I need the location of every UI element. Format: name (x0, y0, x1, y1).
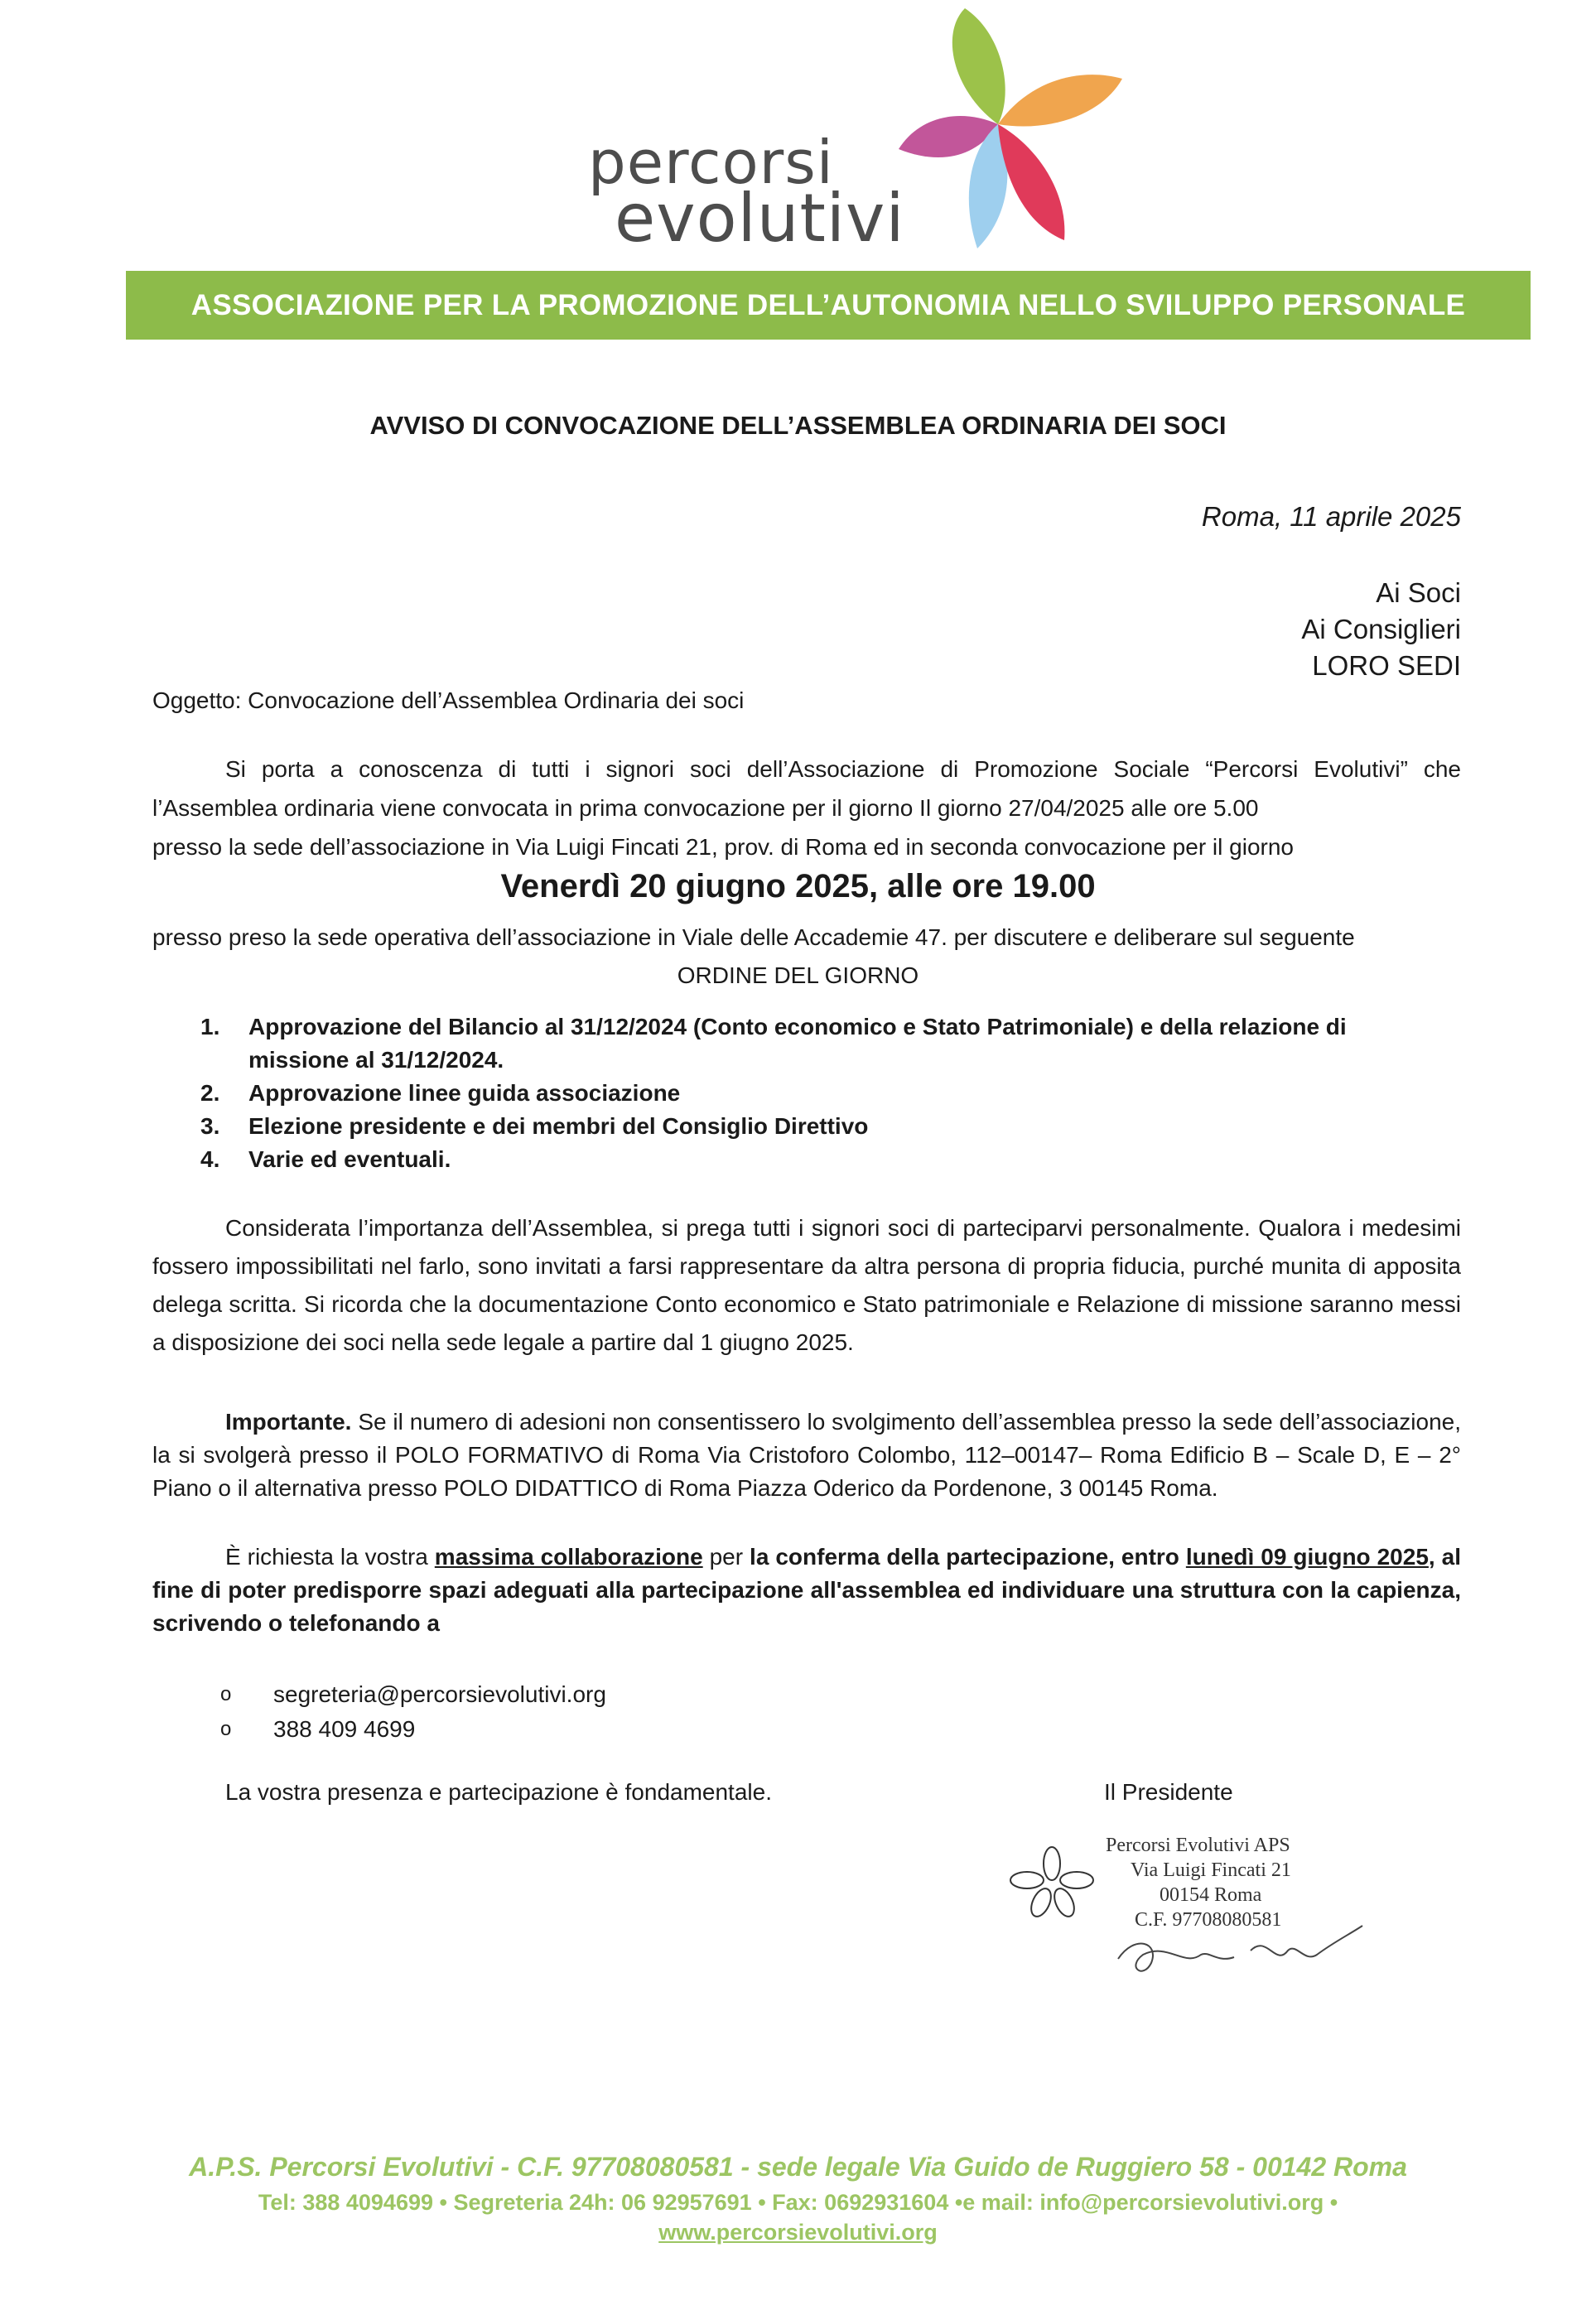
logo-text-line2: evolutivi (615, 180, 905, 257)
bullet-icon: o (220, 1683, 232, 1705)
agenda-item-text: Varie ed eventuali. (248, 1146, 451, 1172)
footer-contacts: Tel: 388 4094699 • Segreteria 24h: 06 92957691 • Fax: 0692931604 •e mail: info@percorsievolutivi.org • (258, 2190, 1338, 2215)
agenda-item-number: 1. (200, 1014, 220, 1039)
contact-list (220, 1677, 606, 1747)
attendance-paragraph: Considerata l’importanza dell’Assemblea, si prega tutti i signori soci di parteciparvi personalmente. Qualora i medesimi fossero impossibilitati nel farlo, sono invitati a farsi rappresentare da altra persona di propria fiducia, purché munita di apposita delega scritta. Si ricorda che la documentazione Conto economico e Stato patrimoniale e Relazione di missione saranno messi a disposizione dei soci nella sede legale a partire dal 1 giugno 2025. (152, 1215, 1461, 1355)
recipients (1301, 575, 1461, 684)
important-label: Importante. (225, 1409, 352, 1435)
logo-text-line1: percorsi (588, 128, 834, 197)
contact-phone[interactable]: 388 409 4699 (273, 1716, 416, 1742)
logo (580, 0, 1044, 257)
request-emphasis: la conferma della partecipazione, entro (750, 1544, 1186, 1570)
stamp-flower-icon (1006, 1843, 1097, 1917)
request-deadline: lunedì 09 giugno 2025 (1185, 1544, 1429, 1570)
contact-email[interactable]: segreteria@percorsievolutivi.org (273, 1681, 606, 1707)
flower-logo-icon (861, 0, 1135, 257)
stamp-line: Percorsi Evolutivi APS (1106, 1835, 1290, 1856)
agenda-item (152, 1110, 1395, 1143)
intro-line: presso la sede dell’associazione in Via Luigi Fincati 21, prov. di Roma ed in seconda convocazione per il giorno (152, 834, 1294, 860)
agenda-item (152, 1143, 1395, 1176)
agenda-item-number: 2. (200, 1080, 220, 1106)
agenda-item (152, 1010, 1395, 1077)
agenda-item-text: Elezione presidente e dei membri del Consiglio Direttivo (248, 1113, 869, 1139)
agenda-list (152, 1010, 1395, 1176)
header-banner: ASSOCIAZIONE PER LA PROMOZIONE DELL’AUTONOMIA NELLO SVILUPPO PERSONALE (126, 271, 1531, 340)
agenda-item (152, 1077, 1395, 1110)
request-text: È richiesta la vostra (225, 1544, 435, 1570)
contact-item (220, 1712, 606, 1747)
signature-title: Il Presidente (1104, 1779, 1233, 1805)
important-paragraph (152, 1406, 1461, 1505)
recipient-line: Ai Consiglieri (1301, 614, 1461, 644)
agenda-item-number: 4. (200, 1146, 220, 1172)
recipient-line: LORO SEDI (1312, 650, 1461, 681)
request-emphasis: massima collaborazione (434, 1544, 703, 1570)
contact-item (220, 1677, 606, 1712)
closing-line: La vostra presenza e partecipazione è fondamentale. (225, 1779, 772, 1805)
signature-icon (1110, 1917, 1375, 1984)
stamp-line: Via Luigi Fincati 21 (1131, 1859, 1291, 1881)
subject-line: Oggetto: Convocazione dell’Assemblea Ordinaria dei soci (152, 687, 745, 713)
request-emphasis: , al fine di poter predisporre spazi adeguati alla partecipazione all'assemblea ed individuare una struttura con la capienza, scrivendo o telefonando a (152, 1544, 1461, 1636)
document-date: Roma, 11 aprile 2025 (1201, 501, 1461, 532)
intro-paragraph (152, 750, 1461, 866)
stamp-line: 00154 Roma (1160, 1884, 1262, 1906)
request-text: per (702, 1544, 750, 1570)
footer-legal: A.P.S. Percorsi Evolutivi - C.F. 97708080581 - sede legale Via Guido de Ruggiero 58 - 00142 Roma (189, 2152, 1407, 2182)
agenda-item-text: Approvazione del Bilancio al 31/12/2024 (Conto economico e Stato Patrimoniale) e della relazione di missione al 31/12/2024. (248, 1014, 1347, 1073)
footer-website-link[interactable]: www.percorsievolutivi.org (658, 2220, 938, 2245)
agenda-item-number: 3. (200, 1113, 220, 1139)
request-paragraph (152, 1541, 1461, 1640)
document-title: AVVISO DI CONVOCAZIONE DELL’ASSEMBLEA ORDINARIA DEI SOCI (369, 411, 1227, 440)
agenda-item-text: Approvazione linee guida associazione (248, 1080, 681, 1106)
association-stamp (1002, 1835, 1367, 1984)
second-convocation-date: Venerdì 20 giugno 2025, alle ore 19.00 (500, 868, 1096, 904)
intro-line: l’Assemblea ordinaria viene convocata in prima convocazione per il giorno Il giorno 27/04/2025 alle ore 5.00 (152, 795, 1259, 821)
recipient-line: Ai Soci (1376, 577, 1461, 608)
intro-line: Si porta a conoscenza di tutti i signori soci dell’Associazione di Promozione Sociale “Percorsi Evolutivi” che (225, 756, 1461, 782)
venue-line: presso preso la sede operativa dell’associazione in Viale delle Accademie 47. per discutere e deliberare sul seguente (152, 924, 1355, 950)
stamp-line: C.F. 97708080581 (1135, 1909, 1282, 1931)
important-text: Se il numero di adesioni non consentissero lo svolgimento dell’assemblea presso la sede dell’associazione, la si svolgerà presso il POLO FORMATIVO di Roma Via Cristoforo Colombo, 112–00147– Roma Edificio B – Scale D, E – 2° Piano o il alternativa presso POLO DIDATTICO di Roma Piazza Oderico da Pordenone, 3 00145 Roma. (152, 1409, 1461, 1501)
bullet-icon: o (220, 1718, 232, 1740)
agenda-heading: ORDINE DEL GIORNO (677, 962, 919, 988)
